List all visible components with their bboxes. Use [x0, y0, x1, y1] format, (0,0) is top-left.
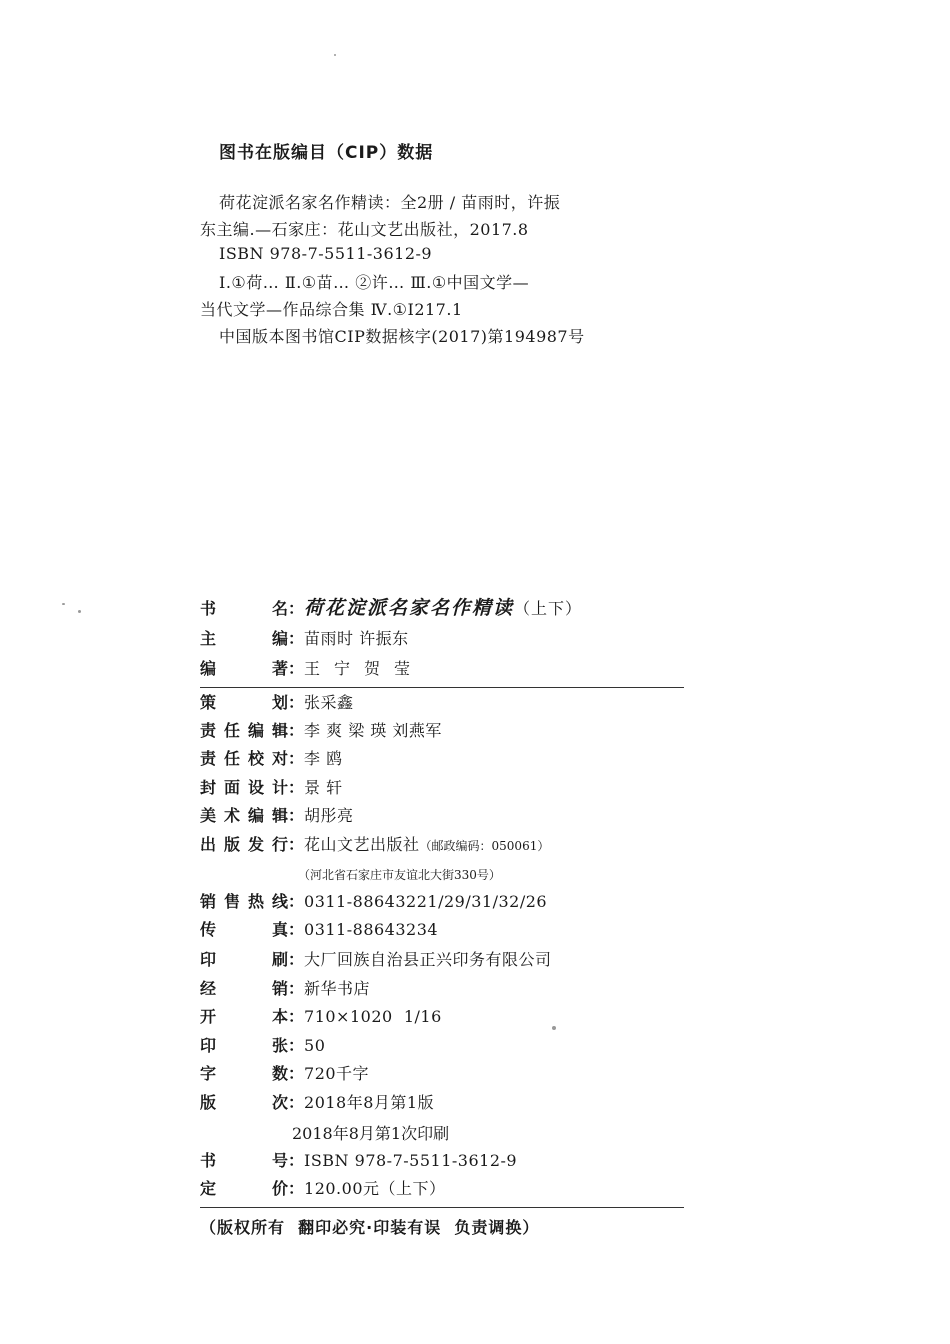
cip-line: 当代文学—作品综合集 Ⅳ.①I217.1: [200, 300, 463, 319]
field-label: 销售热线: [200, 892, 288, 911]
field-label: 责任校对: [200, 749, 288, 768]
field-value: 大厂回族自治县正兴印务有限公司: [304, 950, 552, 969]
field-label: 出版发行: [200, 835, 288, 854]
publisher-postcode: （邮政编码：050061）: [419, 839, 550, 853]
edition-printing: 2018年8月第1次印刷: [292, 1124, 450, 1143]
field-value: 710×1020 1/16: [304, 1007, 442, 1026]
scan-speck: [334, 54, 336, 56]
info-row-printer: 印刷：大厂回族自治县正兴印务有限公司: [200, 948, 552, 972]
divider: [200, 1207, 684, 1208]
cip-line: 中国版本图书馆CIP数据核字(2017)第194987号: [219, 327, 585, 346]
scan-speck: [78, 610, 81, 613]
field-value: 苗雨时 许振东: [304, 629, 409, 648]
field-label: 书号: [200, 1151, 288, 1170]
info-row-publisher: 出版发行：花山文艺出版社（邮政编码：050061）: [200, 833, 549, 857]
field-label: 传真: [200, 920, 288, 939]
field-value: 花山文艺出版社: [304, 835, 420, 854]
divider: [200, 687, 684, 688]
field-label: 主编: [200, 629, 288, 648]
cip-line: ISBN 978-7-5511-3612-9: [219, 244, 433, 263]
field-label: 策划: [200, 693, 288, 712]
field-label: 封面设计: [200, 778, 288, 797]
info-row-authors: 编著：王宁贺莹: [200, 657, 424, 681]
info-row-price: 定价：120.00元（上下）: [200, 1177, 446, 1201]
field-value: 0311-88643221/29/31/32/26: [304, 892, 548, 911]
field-value: 张采鑫: [304, 693, 354, 712]
info-row-planner: 策划：张采鑫: [200, 691, 354, 715]
scan-speck: [62, 603, 65, 605]
field-label: 编著: [200, 659, 288, 678]
field-value: 景 轩: [304, 778, 343, 797]
field-value: 720千字: [304, 1064, 370, 1083]
field-label: 经销: [200, 979, 288, 998]
info-row-sheets: 印张：50: [200, 1034, 325, 1058]
field-value: 新华书店: [304, 979, 371, 998]
info-row-sales-hotline: 销售热线：0311-88643221/29/31/32/26: [200, 890, 547, 914]
info-row-cover-design: 封面设计：景 轩: [200, 776, 343, 800]
cip-line: Ⅰ.①荷… Ⅱ.①苗… ②许… Ⅲ.①中国文学—: [219, 273, 530, 292]
book-title-suffix: （上下）: [514, 599, 583, 618]
field-value: 李 爽 梁 瑛 刘燕军: [304, 721, 442, 740]
field-label: 版次: [200, 1093, 288, 1112]
field-label: 定价: [200, 1179, 288, 1198]
field-value: 胡彤亮: [304, 806, 354, 825]
info-row-fax: 传真：0311-88643234: [200, 918, 438, 942]
field-label: 开本: [200, 1007, 288, 1026]
publisher-address: （河北省石家庄市友谊北大街330号）: [298, 868, 501, 882]
cip-title: 图书在版编目（CIP）数据: [219, 143, 434, 163]
field-label: 印张: [200, 1036, 288, 1055]
info-row-chief-editor: 主编：苗雨时 许振东: [200, 627, 409, 651]
field-label: 字数: [200, 1064, 288, 1083]
field-value: 王宁贺莹: [304, 659, 425, 678]
field-value: 李 鸥: [304, 749, 343, 768]
copyright-notice: （版权所有 翻印必究·印装有误 负责调换）: [200, 1218, 540, 1237]
info-row-book-title: 书名：荷花淀派名家名作精读（上下）: [200, 597, 583, 619]
book-title: 荷花淀派名家名作精读: [304, 597, 515, 619]
info-row-format: 开本：710×1020 1/16: [200, 1005, 442, 1029]
info-row-word-count: 字数：720千字: [200, 1062, 369, 1086]
info-row-art-editor: 美术编辑：胡彤亮: [200, 804, 354, 828]
field-label: 责任编辑: [200, 721, 288, 740]
field-label: 书名: [200, 599, 288, 618]
info-row-proofreader: 责任校对：李 鸥: [200, 747, 343, 771]
field-value: 0311-88643234: [304, 920, 439, 939]
field-label: 印刷: [200, 950, 288, 969]
info-row-isbn: 书号：ISBN 978-7-5511-3612-9: [200, 1149, 517, 1173]
info-row-distributor: 经销：新华书店: [200, 977, 370, 1001]
cip-line: 东主编.—石家庄：花山文艺出版社，2017.8: [200, 220, 529, 239]
scan-speck: [552, 1026, 556, 1030]
field-value: 120.00元（上下）: [304, 1179, 446, 1198]
field-value: 2018年8月第1版: [304, 1093, 435, 1112]
cip-line: 荷花淀派名家名作精读：全2册 / 苗雨时，许振: [219, 193, 561, 212]
field-value: 50: [304, 1036, 326, 1055]
field-value: ISBN 978-7-5511-3612-9: [304, 1151, 518, 1170]
info-row-responsible-editors: 责任编辑：李 爽 梁 瑛 刘燕军: [200, 719, 442, 743]
info-row-edition: 版次：2018年8月第1版: [200, 1091, 434, 1115]
field-label: 美术编辑: [200, 806, 288, 825]
